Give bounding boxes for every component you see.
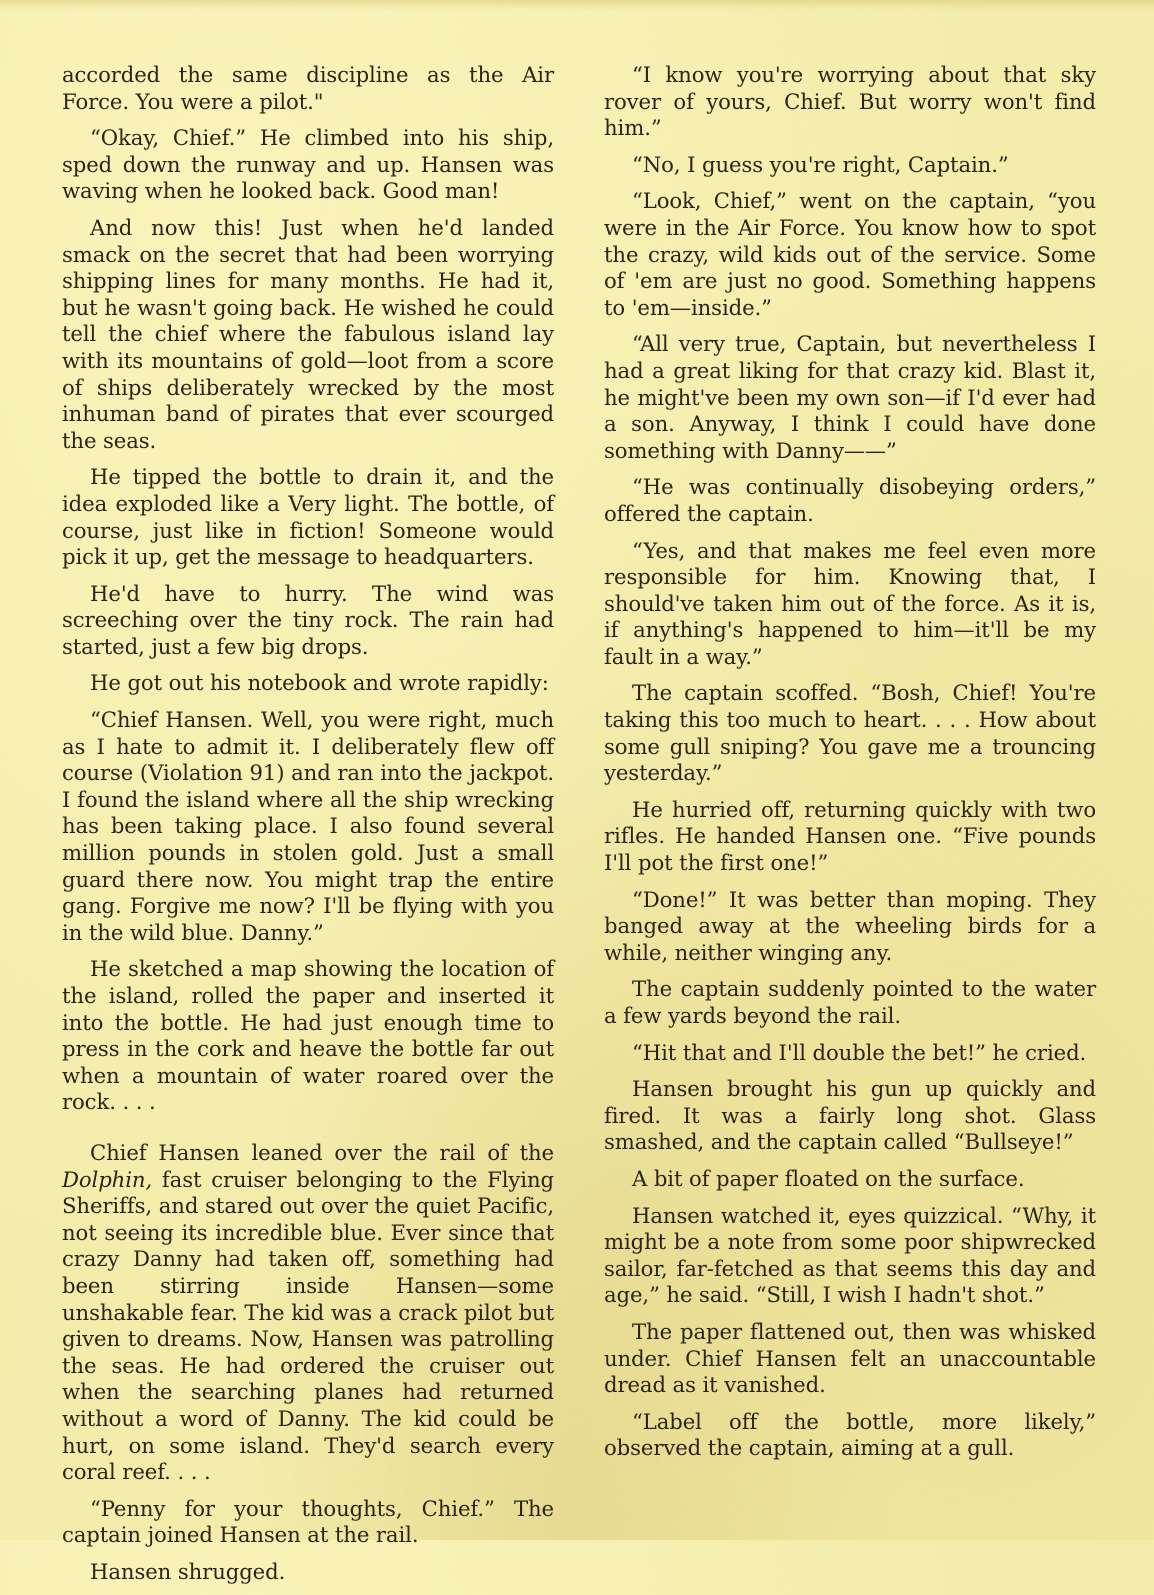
paragraph-text: Chief Hansen leaned over the rail of the (90, 1139, 554, 1165)
paragraph: A bit of paper floated on the surface. (632, 1165, 1025, 1191)
paragraph: “No, I guess you're right, Captain.” (632, 151, 1009, 177)
right-column (604, 62, 1096, 1472)
paragraph: He'd have to hurry. The wind was screeching over the tiny rock. The rain had started, just a few big drops. (62, 580, 554, 659)
letter-paragraph: “Chief Hansen. Well, you were right, much as I hate to admit it. I deliberately flew off course (Violation 91) and ran into the jackpot. I found the island where all the ship wrecking has been taking place. I also found several million pounds in stolen gold. Just a small guard there now. You might trap the entire gang. Forgive me now? I'll be flying with you in the wild blue. Danny.” (62, 707, 554, 945)
left-column (62, 62, 554, 1595)
paragraph: And now this! Just when he'd landed smack on the secret that had been worrying shipping lines for many months. He had it, but he wasn't going back. He wished he could tell the chief where the fabulous island lay with its mountains of gold—loot from a score of ships deliberately wrecked by the most inhuman band of pirates that ever scourged the seas. (62, 214, 554, 453)
paragraph: The captain suddenly pointed to the water a few yards beyond the rail. (604, 976, 1096, 1028)
paragraph: Hansen brought his gun up quickly and fired. It was a fairly long shot. Glass smashed, and the captain called “Bullseye!” (604, 1076, 1096, 1155)
paragraph: “Label off the bottle, more likely,” observed the captain, aiming at a gull. (604, 1408, 1096, 1461)
section-break (62, 1126, 554, 1140)
paragraph: He got out his notebook and wrote rapidly: (90, 670, 549, 696)
paragraph: “Look, Chief,” went on the captain, “you were in the Air Force. You know how to spot the crazy, wild kids out of the service. Some of 'em are just no good. Something happens to 'em—inside.” (604, 188, 1096, 320)
paragraph: “All very true, Captain, but nevertheless I had a great liking for that crazy kid. Blast it, he might've been my own son—if I'd ever had a son. Anyway, I think I could have done something with Danny——” (604, 331, 1096, 463)
paragraph: “Penny for your thoughts, Chief.” The captain joined Hansen at the rail. (62, 1495, 554, 1548)
ship-name: Dolphin, (62, 1166, 153, 1192)
paragraph: Hansen shrugged. (90, 1558, 286, 1584)
paragraph (62, 1140, 554, 1486)
paragraph: “Yes, and that makes me feel even more responsible for him. Knowing that, I should've taken him out of the force. As it is, if anything's happened to him—it'll be my fault in a way.” (604, 537, 1096, 669)
page-edge-shading (0, 0, 1154, 10)
paragraph: “He was continually disobeying orders,” offered the captain. (604, 474, 1096, 526)
paragraph: “Okay, Chief.” He climbed into his ship, sped down the runway and up. Hansen was waving when he looked back. Good man! (62, 125, 554, 204)
paragraph: “Hit that and I'll double the bet!” he cried. (632, 1039, 1087, 1065)
paragraph: “Done!” It was better than moping. They banged away at the wheeling birds for a while, neither winging any. (604, 886, 1096, 965)
paragraph: The paper flattened out, then was whisked under. Chief Hansen felt an unaccountable dread as it vanished. (604, 1318, 1096, 1398)
paragraph-text: fast cruiser belonging to the Flying Sheriffs, and stared out over the quiet Pacific, not seeing its incredible blue. Ever since that crazy Danny had taken off, something had been stirring inside Hansen—some unshakable fear. The kid was a crack pilot but given to dreams. Now, Hansen was patrolling the seas. He had ordered the cruiser out when the searching planes had returned without a word of Danny. The kid could be hurt, on some island. They'd search every coral reef. . . . (62, 1166, 554, 1485)
paragraph: accorded the same discipline as the Air Force. You were a pilot." (62, 62, 554, 114)
paragraph: He tipped the bottle to drain it, and the idea exploded like a Very light. The bottle, of course, just like in fiction! Someone would pick it up, get the message to headquarters. (62, 464, 554, 570)
paragraph: “I know you're worrying about that sky rover of yours, Chief. But worry won't find him.” (604, 62, 1096, 141)
paragraph: Hansen watched it, eyes quizzical. “Why, it might be a note from some poor shipwrecked sailor, far-fetched as that seems this day and age,” he said. “Still, I wish I hadn't shot.” (604, 1202, 1096, 1308)
paragraph: The captain scoffed. “Bosh, Chief! You're taking this too much to heart. . . . How about some gull sniping? You gave me a trouncing yesterday.” (604, 680, 1096, 786)
paragraph: He sketched a map showing the location of the island, rolled the paper and inserted it into the bottle. He had just enough time to press in the cork and heave the bottle far out when a mountain of water roared over the rock. . . . (62, 956, 554, 1115)
paragraph: He hurried off, returning quickly with two rifles. He handed Hansen one. “Five pounds I'll pot the first one!” (604, 796, 1096, 876)
